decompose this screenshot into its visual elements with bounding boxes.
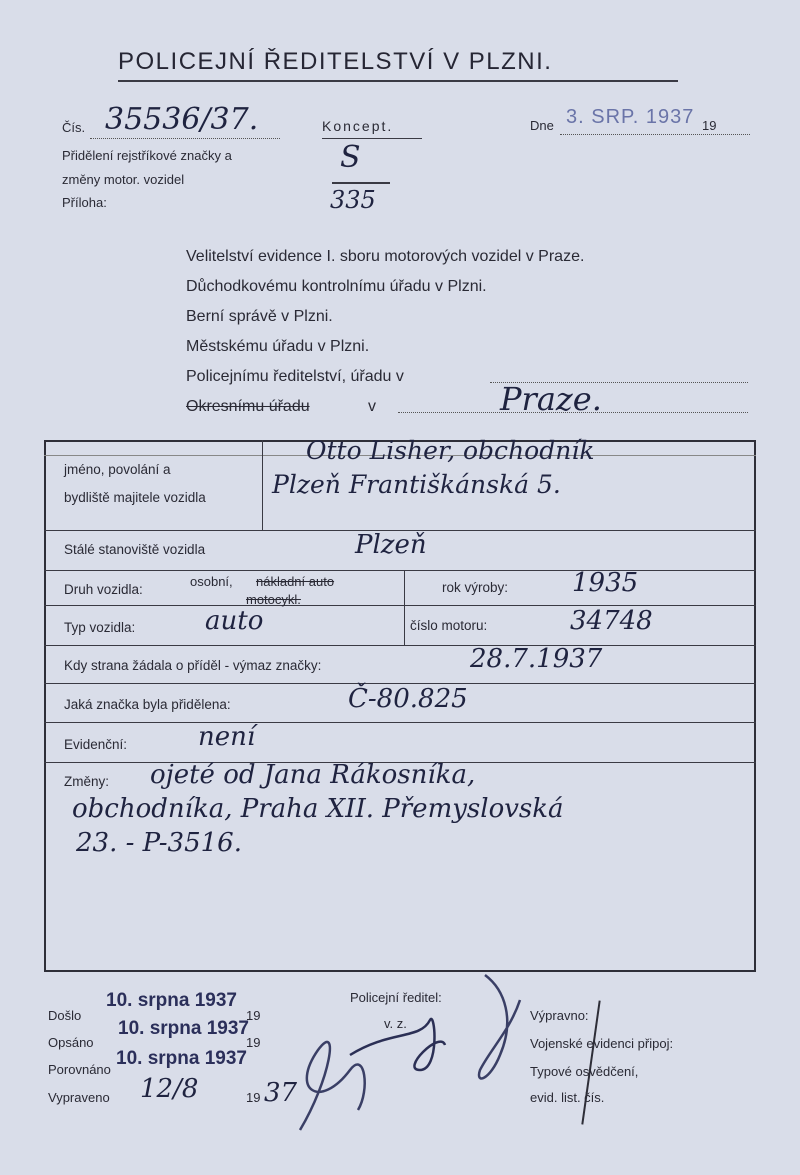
type-label: Typ vozidla: [64,620,136,635]
cis-dotline [90,138,280,139]
changes-label: Změny: [64,774,110,789]
changes-value-3: 23. - P-3516. [76,828,242,858]
vypraveno-label: Vypraveno [48,1090,110,1105]
recipient-6: Okresnímu úřadu [186,398,310,415]
owner-value-2: Plzeň Františkánská 5. [272,470,561,499]
recipient-4: Městskému úřadu v Plzni. [186,338,370,355]
station-label: Stálé stanoviště vozidla [64,542,206,557]
kind-option-motocykl: motocykl. [246,592,301,607]
date-label: Dne [530,118,554,133]
row-line-2 [44,570,756,571]
year-label: rok výroby: [442,580,509,595]
evid-label: evid. list. čís. [530,1090,605,1105]
porovnano-label: Porovnáno [48,1062,111,1077]
opsano-stamp: 10. srpna 1937 [118,1018,249,1039]
row-line-4 [44,645,756,646]
concept-value-bottom: 335 [330,186,376,214]
changes-value-1: ojeté od Jana Rákosníka, [150,760,476,790]
kind-option-osobni: osobní, [190,574,233,589]
owner-value-1: Otto Lisher, obchodník [306,436,595,465]
title-underline [118,80,678,82]
recipient-5: Policejnímu ředitelství, úřadu v [186,368,404,385]
concept-value-top: S [340,140,361,175]
recipient-6-v: v [368,398,376,415]
page-title: POLICEJNÍ ŘEDITELSTVÍ V PLZNI. [118,48,553,75]
recipient-3: Berní správě v Plzni. [186,308,333,325]
concept-underline [322,138,422,139]
evidence-label: Evidenční: [64,737,128,752]
date-dotline [560,134,750,135]
assign-line2: změny motor. vozidel [62,172,185,187]
owner-label-2: bydliště majitele vozidla [64,490,206,505]
vypraveno-value: 12/8 [140,1074,199,1104]
concept-fraction-line [332,182,390,184]
concept-label: Koncept. [322,118,394,134]
opsano-label: Opsáno [48,1035,94,1050]
recipient-handwritten: Praze. [500,380,602,418]
director-label: Policejní ředitel: [350,990,442,1005]
cis-value: 35536/37. [105,102,259,137]
year-value: 1935 [572,568,639,598]
opsano-year-suffix: 19 [246,1035,261,1050]
director-vz: v. z. [384,1016,407,1031]
col-line-mid [404,570,405,645]
kind-option-nakladni: nákladní auto [256,574,335,589]
porovnano-stamp: 10. srpna 1937 [116,1048,247,1069]
evidence-value: není [198,722,256,752]
row-line-6 [44,722,756,723]
date-stamp: 3. SRP. 1937 [566,106,695,128]
attachment-label: Příloha: [62,195,107,210]
type-value: auto [205,606,264,636]
kind-label: Druh vozidla: [64,582,143,597]
doslo-stamp: 10. srpna 1937 [106,990,237,1011]
assign-line1: Přidělení rejstříkové značky a [62,148,232,163]
owner-label-1: jméno, povolání a [64,462,171,477]
typove-label: Typové osvědčení, [530,1064,639,1079]
changes-value-2: obchodníka, Praha XII. Přemyslovská [72,794,564,824]
date-suffix: 19 [702,118,717,133]
station-value: Plzeň [355,530,427,560]
request-value: 28.7.1937 [470,644,603,674]
cis-label: Čís. [62,120,86,135]
plate-label: Jaká značka byla přidělena: [64,697,231,712]
signature-scribble [270,960,550,1150]
engine-value: 34748 [570,606,653,636]
request-label: Kdy strana žádala o příděl - výmaz značky: [64,658,322,673]
vypraveno-handwritten-year: 37 [264,1078,298,1108]
vojenske-label: Vojenské evidenci připoj: [530,1036,674,1051]
plate-value: Č-80.825 [348,684,468,714]
recipient-1: Velitelství evidence I. sboru motorových vozidel v Praze. [186,248,585,265]
recipient-2: Důchodkovému kontrolnímu úřadu v Plzni. [186,278,487,295]
vypravno-label: Výpravno: [530,1008,589,1023]
doslo-label: Došlo [48,1008,82,1023]
vypraveno-year-suffix: 19 [246,1090,261,1105]
col-line-owner [262,440,263,530]
engine-label: číslo motoru: [410,618,488,633]
doslo-year-suffix: 19 [246,1008,261,1023]
